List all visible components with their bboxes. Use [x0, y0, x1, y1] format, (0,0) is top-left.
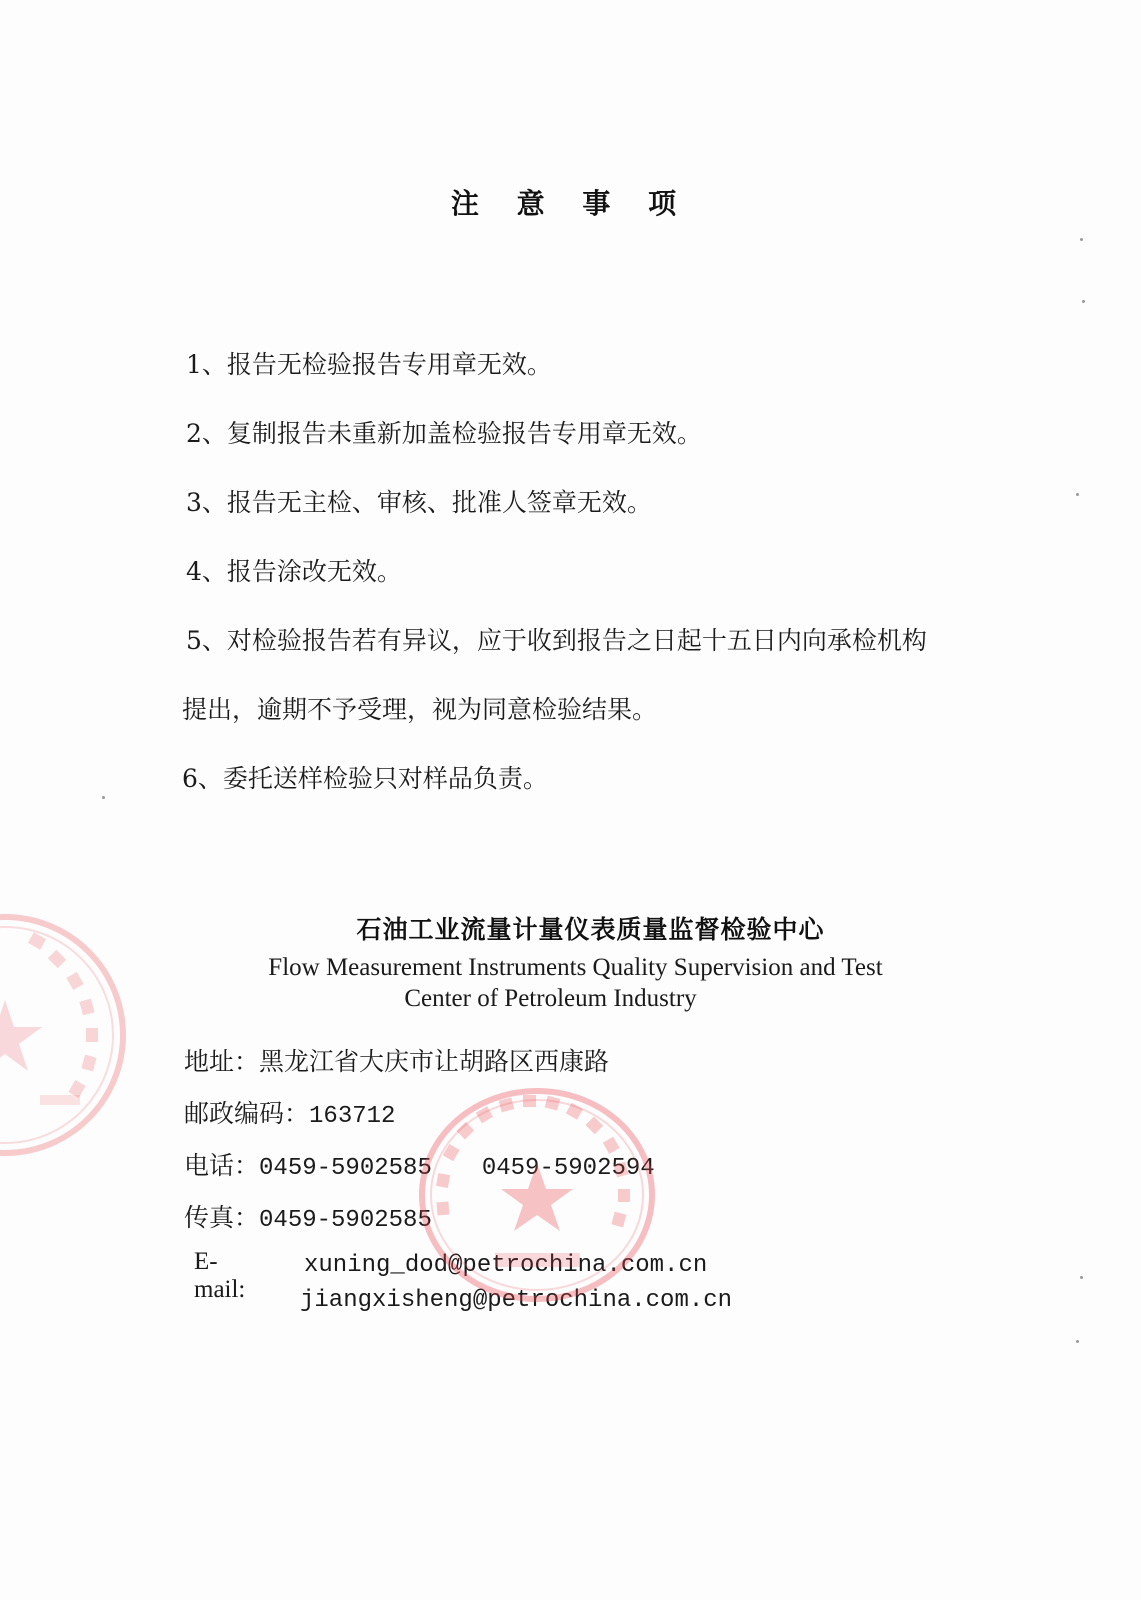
- email-value-1: xuning_dod@petrochina.com.cn: [304, 1252, 708, 1279]
- address-label: 地址：: [184, 1047, 260, 1076]
- phone-value-1: 0459-5902585: [259, 1155, 432, 1182]
- organization-block: [0, 910, 1141, 1014]
- address-row: [184, 1036, 984, 1088]
- organization-name-en: [0, 952, 1141, 1014]
- notice-item-4: 4、报告涂改无效。: [186, 557, 402, 586]
- address-value: 黑龙江省大庆市让胡路区西康路: [259, 1047, 610, 1076]
- email-label: E-mail:: [194, 1248, 246, 1303]
- scan-speck: [1080, 238, 1083, 241]
- fax-value: 0459-5902585: [259, 1207, 432, 1234]
- fax-row: [184, 1192, 984, 1244]
- contact-block: [184, 1036, 984, 1244]
- page-title: 注 意 事 项: [450, 187, 691, 220]
- phone-value-2: 0459-5902594: [481, 1155, 655, 1182]
- notice-item-1: 1、报告无检验报告专用章无效。: [186, 350, 552, 379]
- postcode-value: 163712: [309, 1103, 396, 1130]
- notice-item-6: 6、委托送样检验只对样品负责。: [182, 764, 548, 793]
- notice-item-5-continued: 提出，逾期不予受理，视为同意检验结果。: [182, 695, 658, 724]
- scan-speck: [1076, 1340, 1079, 1343]
- email-value-2: jiangxisheng@petrochina.com.cn: [300, 1287, 733, 1314]
- email-values: [300, 1248, 733, 1318]
- organization-name-en-line1: Flow Measurement Instruments Quality Supervision and Test: [268, 954, 883, 981]
- phone-row: [184, 1140, 984, 1192]
- postcode-label: 邮政编码：: [184, 1099, 310, 1128]
- notice-list: [182, 330, 1006, 813]
- notice-item-5: 5、对检验报告若有异议，应于收到报告之日起十五日内向承检机构: [186, 626, 927, 655]
- postcode-row: [184, 1088, 984, 1140]
- notice-item-3: 3、报告无主检、审核、批准人签章无效。: [186, 488, 652, 517]
- scan-speck: [1076, 493, 1079, 496]
- fax-label: 传真：: [184, 1203, 260, 1232]
- notice-item-2: 2、复制报告未重新加盖检验报告专用章无效。: [186, 419, 702, 448]
- scan-speck: [102, 796, 105, 799]
- phone-label: 电话：: [184, 1151, 260, 1180]
- scan-speck: [1082, 300, 1085, 303]
- scan-speck: [1080, 1276, 1083, 1279]
- organization-name-en-line2: Center of Petroleum Industry: [404, 985, 697, 1012]
- organization-name-cn: 石油工业流量计量仪表质量监督检验中心: [356, 915, 825, 944]
